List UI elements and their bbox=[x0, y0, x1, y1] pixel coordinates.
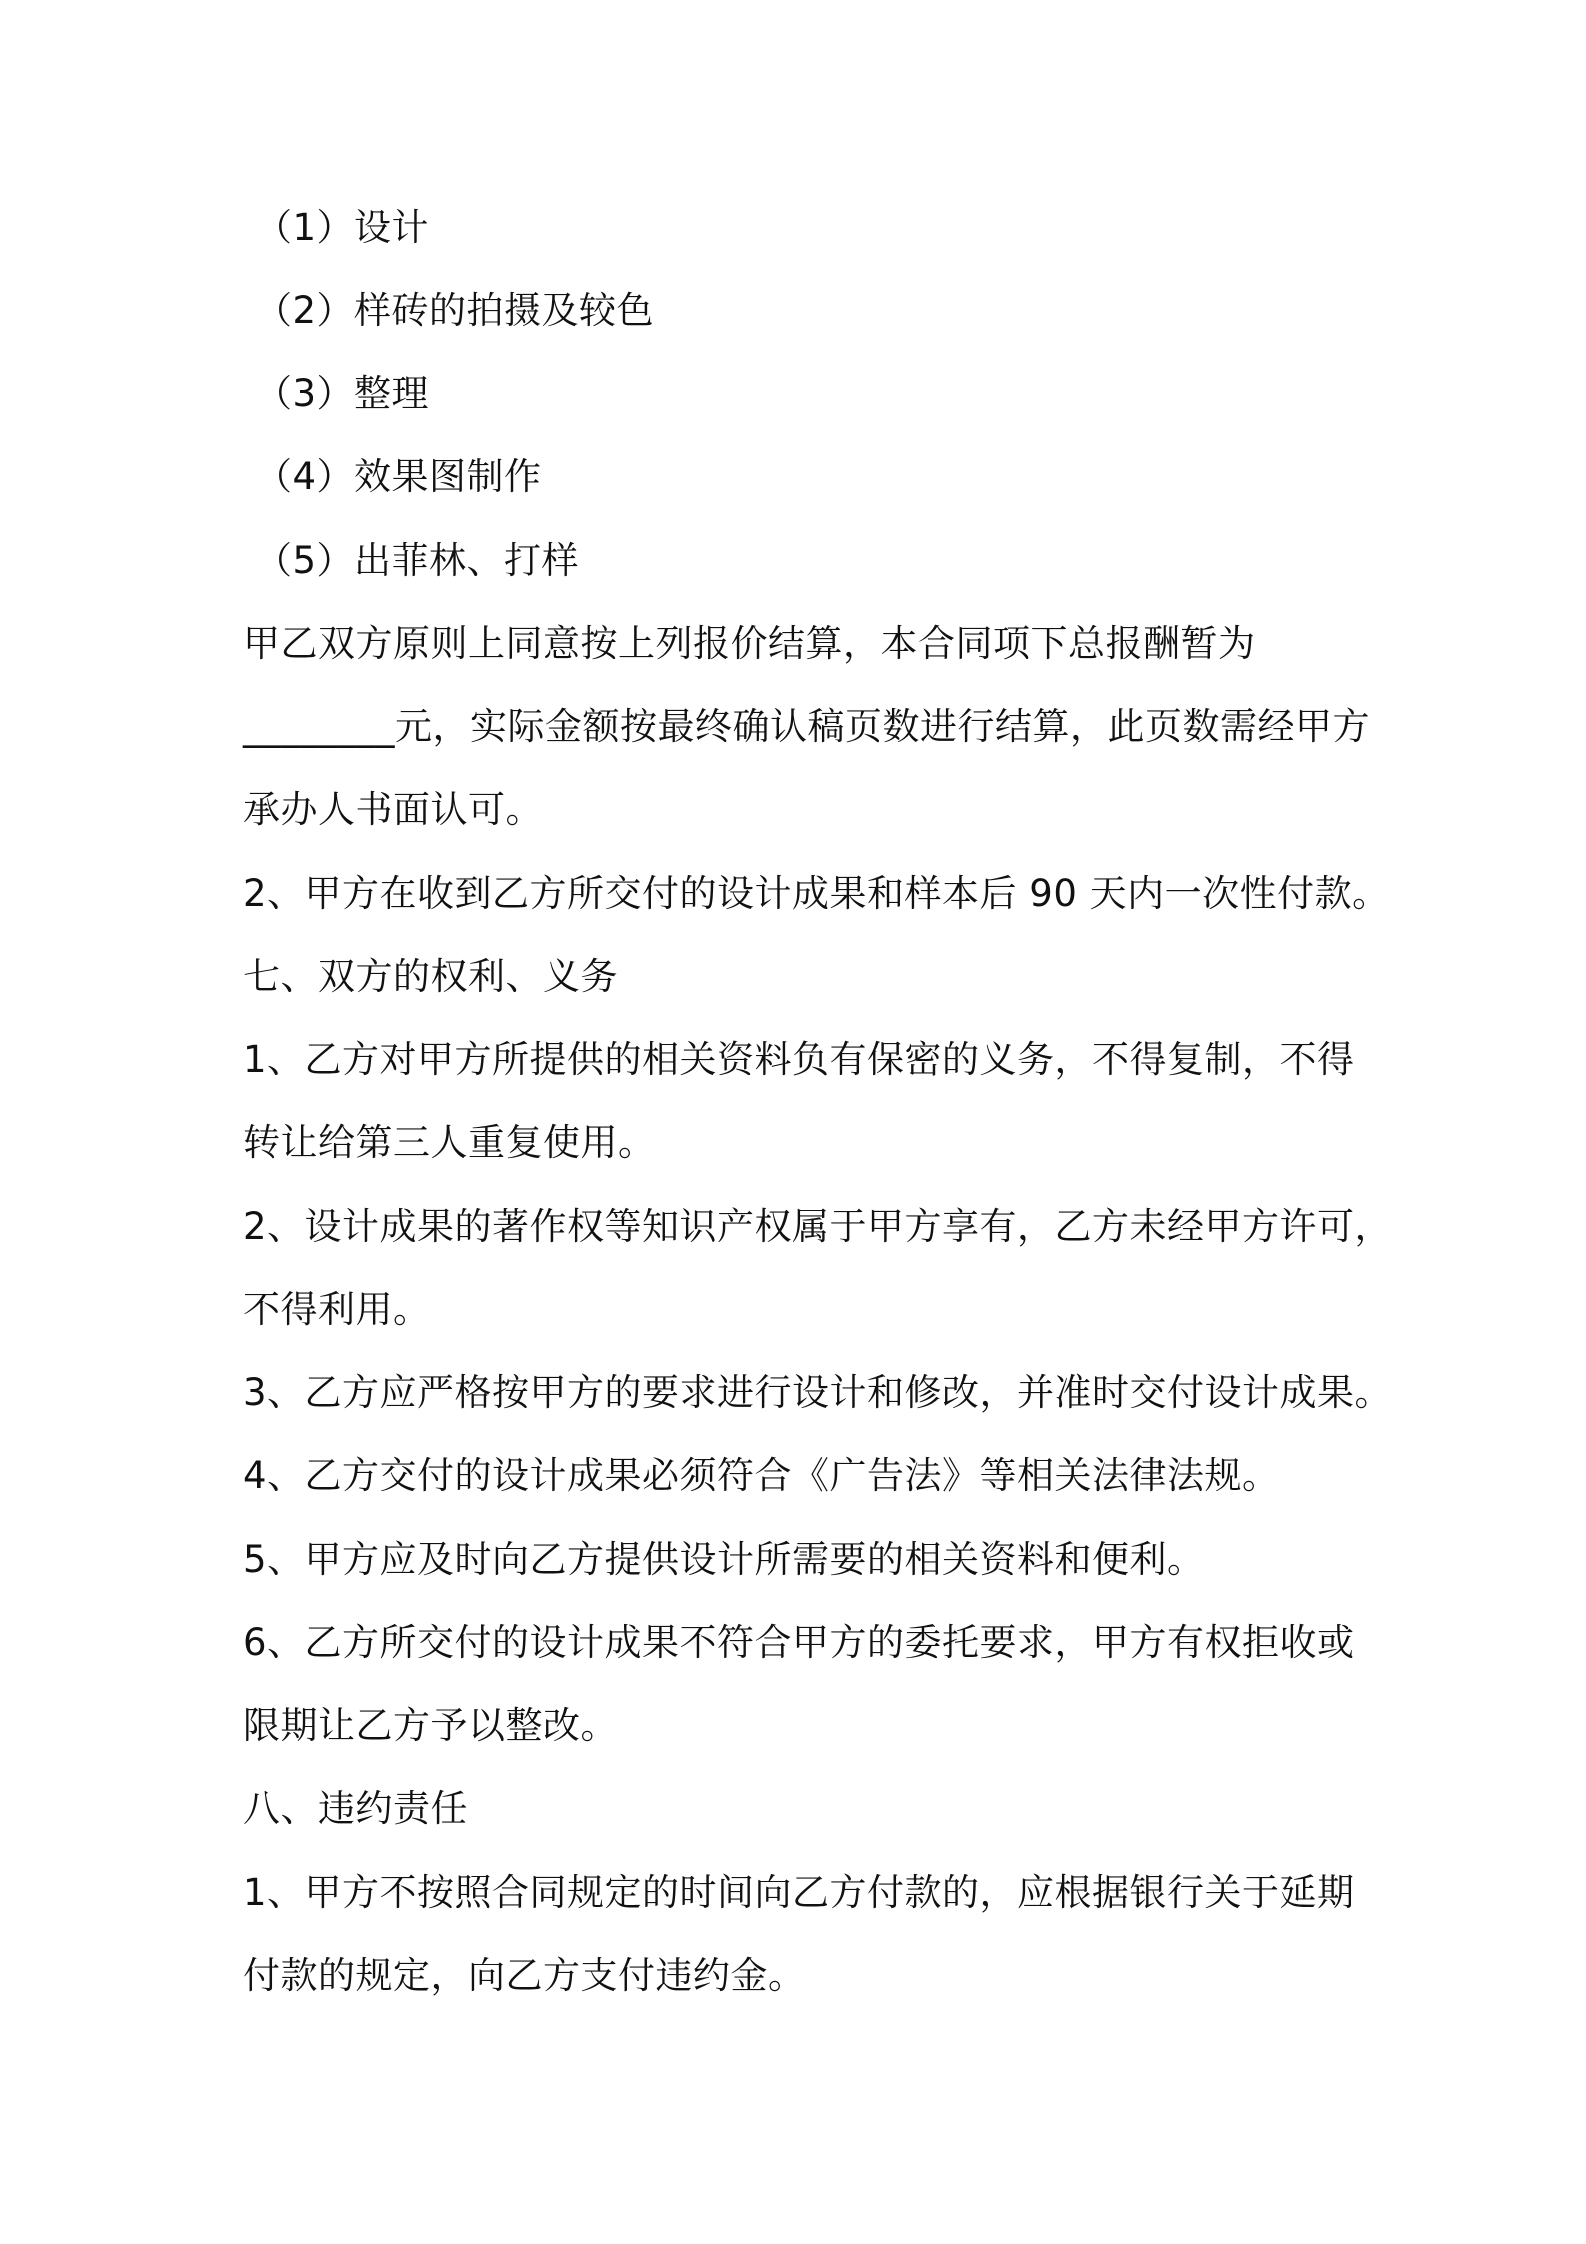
section-heading-rights: 七、双方的权利、义务 bbox=[243, 955, 618, 998]
list-item-film-proof: （5）出菲林、打样 bbox=[255, 539, 580, 582]
clause-1-line-2: 转让给第三人重复使用。 bbox=[243, 1121, 656, 1164]
clause-2-line-1: 2、设计成果的著作权等知识产权属于甲方享有，乙方未经甲方许可， bbox=[243, 1205, 1393, 1248]
clause-4: 4、乙方交付的设计成果必须符合《广告法》等相关法律法规。 bbox=[243, 1454, 1280, 1497]
clause-3: 3、乙方应严格按甲方的要求进行设计和修改，并准时交付设计成果。 bbox=[243, 1371, 1393, 1414]
liability-clause-1-line-1: 1、甲方不按照合同规定的时间向乙方付款的，应根据银行关于延期 bbox=[243, 1871, 1355, 1914]
clause-payment: 2、甲方在收到乙方所交付的设计成果和样本后 90 天内一次性付款。 bbox=[243, 872, 1390, 915]
list-item-tile-photo: （2）样砖的拍摄及较色 bbox=[255, 289, 655, 332]
list-item-organize: （3）整理 bbox=[255, 372, 430, 415]
list-item-design: （1）设计 bbox=[255, 206, 430, 249]
section-heading-liability: 八、违约责任 bbox=[243, 1787, 468, 1830]
list-item-rendering: （4）效果图制作 bbox=[255, 455, 542, 498]
clause-5: 5、甲方应及时向乙方提供设计所需要的相关资料和便利。 bbox=[243, 1538, 1205, 1581]
clause-1-line-1: 1、乙方对甲方所提供的相关资料负有保密的义务，不得复制，不得 bbox=[243, 1038, 1355, 1081]
paragraph-settlement-line-3: 承办人书面认可。 bbox=[243, 788, 543, 831]
clause-6-line-2: 限期让乙方予以整改。 bbox=[243, 1704, 618, 1747]
paragraph-settlement-line-2: ________元，实际金额按最终确认稿页数进行结算，此页数需经甲方 bbox=[243, 705, 1370, 748]
paragraph-settlement-line-1: 甲乙双方原则上同意按上列报价结算，本合同项下总报酬暂为 bbox=[243, 622, 1256, 665]
clause-2-line-2: 不得利用。 bbox=[243, 1288, 431, 1331]
liability-clause-1-line-2: 付款的规定，向乙方支付违约金。 bbox=[243, 1954, 806, 1997]
clause-6-line-1: 6、乙方所交付的设计成果不符合甲方的委托要求，甲方有权拒收或 bbox=[243, 1621, 1355, 1664]
